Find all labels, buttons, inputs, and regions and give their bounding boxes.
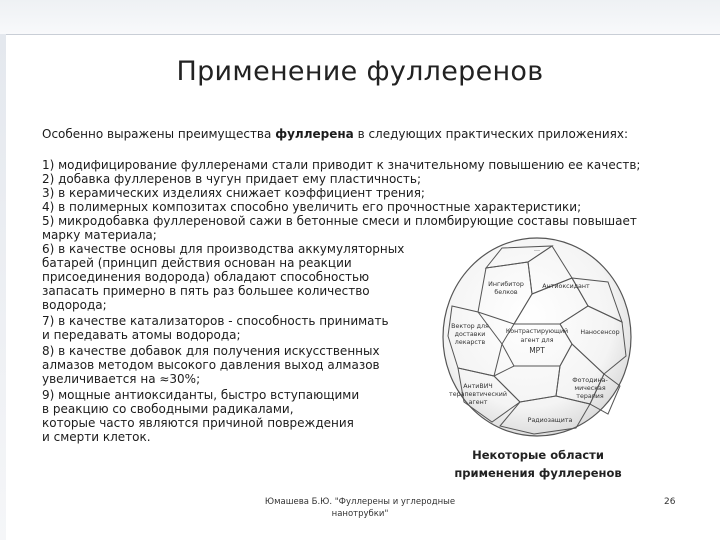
application-line-6-cont-c: запасать примерно в пять раз большее количество — [42, 284, 370, 298]
top-band — [0, 0, 720, 34]
intro-paragraph — [42, 127, 702, 142]
application-line-9-cont-b: которые часто являются причиной повреждения — [42, 416, 354, 430]
label-antioxidant: Антиоксидант — [542, 283, 590, 290]
intro-prefix: Особенно выражены преимущества — [42, 127, 276, 141]
label-inhibitor-2: белков — [494, 289, 518, 296]
figure-caption-line-1: Некоторые области — [472, 448, 604, 462]
application-line-9: 9) мощные антиоксиданты, быстро вступающими — [42, 388, 360, 402]
footer-line-1: Юмашева Б.Ю. "Фуллерены и углеродные — [264, 497, 456, 507]
top-rule — [0, 34, 720, 35]
label-photo-3: терапия — [576, 393, 604, 400]
application-line-2: 2) добавка фуллеренов в чугун придает ему пластичность; — [42, 172, 422, 186]
label-photo-2: мическая — [574, 385, 606, 392]
application-line-6-cont-d: водорода; — [42, 298, 107, 312]
application-line-7: 7) в качестве катализаторов - способность принимать — [42, 314, 389, 328]
application-line-3: 3) в керамических изделиях снижает коэффициент трения; — [42, 186, 425, 200]
label-vector-3: лекарств — [454, 339, 486, 346]
application-line-5-cont: марку материала; — [42, 228, 157, 242]
label-contrast-3: МРТ — [529, 346, 545, 355]
application-line-1: 1) модифицирование фуллеренами стали приводит к значительному повышению ее качеств; — [42, 158, 641, 172]
application-line-8-cont-b: увеличивается на ≈30%; — [42, 372, 201, 386]
label-photo-1: Фотодина- — [572, 377, 608, 384]
left-accent-bar — [0, 34, 6, 540]
label-nanosensor: Наносенсор — [580, 329, 620, 336]
figure-caption — [450, 446, 626, 482]
application-line-5: 5) микродобавка фуллереновой сажи в бетонные смеси и пломбирующие составы повышает — [42, 214, 637, 228]
label-vector-1: Вектор для — [451, 323, 489, 330]
application-line-4: 4) в полимерных композитах способно увеличить его прочностные характеристики; — [42, 200, 582, 214]
intro-suffix: в следующих практических приложениях: — [353, 127, 628, 141]
application-line-9-cont-c: и смерти клеток. — [42, 430, 151, 444]
application-line-7-cont: и передавать атомы водорода; — [42, 328, 241, 342]
application-line-6-cont-b: присоединения водорода) обладают способностью — [42, 270, 370, 284]
label-contrast-1: Контрастирующий — [505, 328, 569, 335]
label-radioprotector: Радиозащита — [527, 417, 573, 424]
label-antiviral-3: агент — [468, 399, 488, 406]
application-line-6: 6) в качестве основы для производства аккумуляторных — [42, 242, 405, 256]
figure-caption-line-2: применения фуллеренов — [454, 466, 622, 480]
application-line-8: 8) в качестве добавок для получения искусственных — [42, 344, 380, 358]
label-antiviral-1: АнтиВИЧ — [463, 383, 493, 390]
label-antiviral-2: терапевтический — [449, 391, 507, 398]
intro-bold-word: фуллерена — [275, 127, 354, 141]
application-line-6-cont-a: батарей (принцип действия основан на реакции — [42, 256, 352, 270]
label-inhibitor-1: Ингибитор — [488, 281, 524, 288]
application-line-9-cont-a: в реакцию со свободными радикалами, — [42, 402, 294, 416]
label-top: ... — [533, 246, 541, 253]
fullerene-figure — [440, 236, 634, 438]
slide-title: Применение фуллеренов — [176, 56, 544, 87]
application-line-8-cont-a: алмазов методом высокого давления выход алмазов — [42, 358, 380, 372]
label-contrast-2: агент для — [520, 337, 554, 344]
label-vector-2: доставки — [454, 331, 486, 338]
page-number: 26 — [664, 497, 676, 507]
footer-citation — [255, 496, 465, 520]
footer-line-2: нанотрубки" — [331, 509, 389, 519]
fullerene-sphere-svg — [440, 236, 634, 438]
